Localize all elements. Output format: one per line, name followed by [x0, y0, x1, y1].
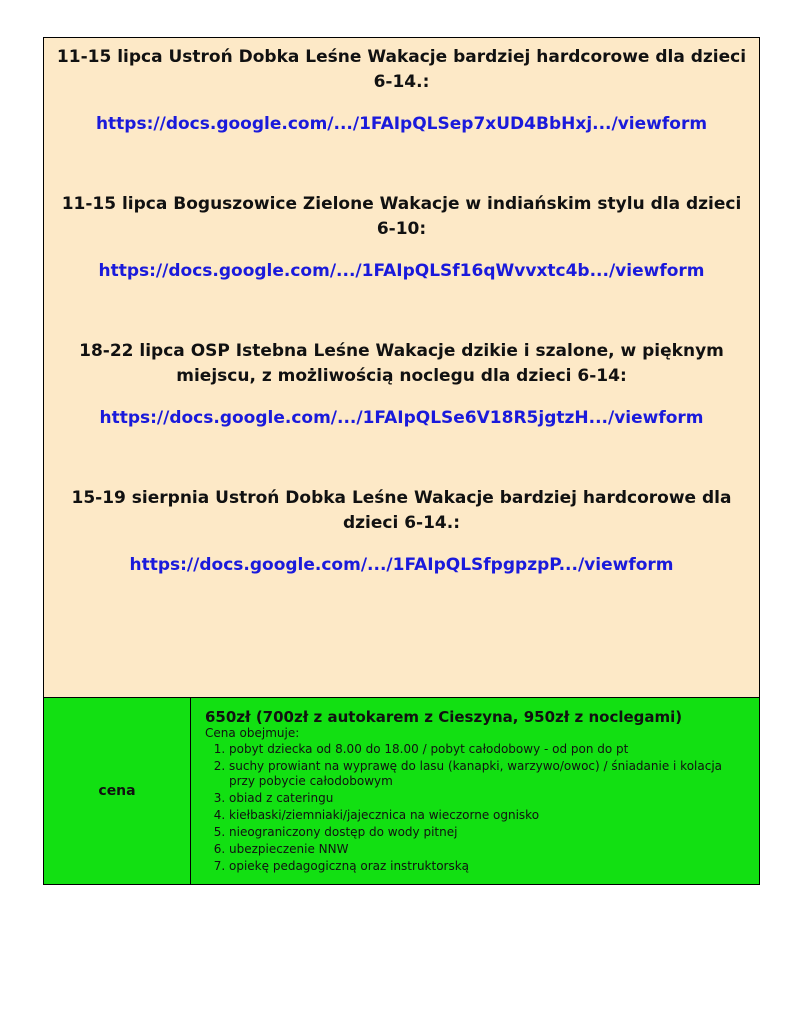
- list-item: 3. obiad z cateringu: [229, 791, 751, 806]
- signup-form-link[interactable]: https://docs.google.com/.../1FAIpQLSfpgpzpP.../viewform: [129, 555, 674, 575]
- camp-entry: [57, 486, 747, 578]
- price-details: [191, 698, 759, 884]
- camp-entry: [57, 339, 747, 431]
- camp-entry: [57, 192, 747, 284]
- list-item: 2. suchy prowiant na wyprawę do lasu (kanapki, warzywo/owoc) / śniadanie i kolacja przy pobycie całodobowym: [229, 759, 751, 789]
- camp-table: [43, 37, 760, 885]
- includes-label: Cena obejmuje:: [205, 726, 300, 740]
- includes-list: [205, 742, 751, 874]
- signup-form-link[interactable]: https://docs.google.com/.../1FAIpQLSe6V18R5jgtzH.../viewform: [99, 408, 704, 428]
- camp-title: 15-19 sierpnia Ustroń Dobka Leśne Wakacje bardziej hardcorowe dla dzieci 6-14.:: [71, 488, 732, 533]
- list-item: 1. pobyt dziecka od 8.00 do 18.00 / pobyt całodobowy - od pon do pt: [229, 742, 751, 757]
- camp-title: 11-15 lipca Ustroń Dobka Leśne Wakacje bardziej hardcorowe dla dzieci 6-14.:: [56, 47, 747, 92]
- price-row: [44, 698, 759, 884]
- list-item: 6. ubezpieczenie NNW: [229, 842, 751, 857]
- camp-entry: [57, 45, 747, 137]
- list-item: 4. kiełbaski/ziemniaki/jajecznica na wieczorne ognisko: [229, 808, 751, 823]
- list-item: 5. nieograniczony dostęp do wody pitnej: [229, 825, 751, 840]
- signup-form-link[interactable]: https://docs.google.com/.../1FAIpQLSf16qWvvxtc4b.../viewform: [98, 261, 705, 281]
- camp-title: 18-22 lipca OSP Istebna Leśne Wakacje dzikie i szalone, w pięknym miejscu, z możliwością noclegu dla dzieci 6-14:: [79, 341, 724, 386]
- list-item: 7. opiekę pedagogiczną oraz instruktorską: [229, 859, 751, 874]
- camp-title: 11-15 lipca Boguszowice Zielone Wakacje w indiańskim stylu dla dzieci 6-10:: [61, 194, 742, 239]
- price-label: cena: [44, 698, 191, 884]
- price-main: 650zł (700zł z autokarem z Cieszyna, 950zł z noclegami): [205, 708, 683, 726]
- camps-cell: [44, 38, 759, 698]
- signup-form-link[interactable]: https://docs.google.com/.../1FAIpQLSep7xUD4BbHxj.../viewform: [95, 114, 708, 134]
